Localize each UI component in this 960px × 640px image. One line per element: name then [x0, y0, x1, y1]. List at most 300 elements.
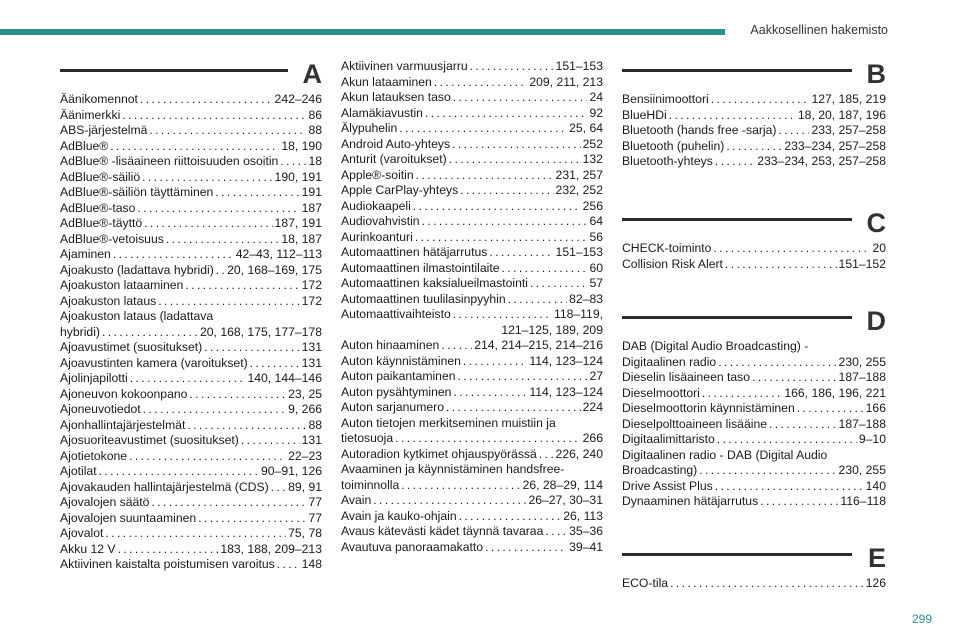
index-entry-row: [60, 263, 322, 279]
index-entry-row: [60, 356, 322, 372]
section-entries: [622, 92, 886, 170]
index-entry: [622, 123, 886, 139]
index-entry-pages: 26, 28–29, 114: [522, 477, 603, 492]
index-entry-text-line1: Ajoakuston lataus (ladattava: [60, 309, 214, 323]
index-entry-text: Akku 12 V: [60, 541, 116, 556]
dot-leader: [726, 139, 782, 155]
index-entry-pages: 118–119,: [553, 307, 603, 321]
index-entry: [60, 542, 322, 558]
index-entry-pages: 230, 255: [838, 463, 886, 477]
dot-leader: [452, 137, 581, 153]
index-entry-pages: 60: [589, 260, 603, 275]
index-entry-row: [341, 292, 603, 308]
index-entry-row: [60, 449, 322, 465]
dot-leader: [760, 494, 838, 510]
index-entry-text: Akun lataaminen: [341, 74, 432, 89]
section-letter: A: [302, 59, 322, 89]
index-entry: [60, 340, 322, 356]
index-entry-pages: 226, 240: [555, 446, 603, 461]
index-entry: [341, 199, 603, 215]
index-entry: [341, 493, 603, 509]
index-entry-text: Dieselmoottori: [622, 385, 700, 400]
index-entry-pages: 18, 190: [281, 138, 322, 153]
index-entry-text: Ajosuoriteavustimet (suositukset): [60, 433, 239, 447]
index-entry-text: Auton pysähtyminen: [341, 384, 452, 399]
index-entry-text: Ajotilat: [60, 464, 97, 478]
index-entry: [60, 154, 322, 170]
index-entry-row: [341, 90, 603, 106]
index-entry-row: [622, 463, 886, 479]
index-entry-pages: 114, 123–124: [529, 384, 603, 399]
dot-leader: [670, 576, 864, 592]
index-entry-row: [622, 494, 886, 510]
dot-leader: [778, 123, 809, 139]
index-entry: [341, 137, 603, 153]
index-entry-row: [341, 493, 603, 509]
dot-leader: [718, 355, 836, 371]
index-entry-pages: 190, 191: [274, 169, 322, 184]
index-entry-pages: 77: [308, 510, 322, 525]
index-entry-text: Ajovakauden hallintajärjestelmä (CDS): [60, 479, 269, 494]
index-entry-pages: 266: [582, 431, 603, 445]
index-entry-row: [341, 354, 603, 370]
index-entry-pages: 82–83: [569, 291, 603, 306]
index-entry-text: Automaattinen hätäjarrutus: [341, 245, 488, 259]
index-entry-pages: 252: [582, 136, 603, 151]
index-entry: [341, 106, 603, 122]
section-rule: [622, 316, 852, 319]
index-entry: [622, 139, 886, 155]
dot-leader: [413, 199, 581, 215]
index-entry-text: Ajotietokone: [60, 448, 128, 463]
index-entry-pages: 233, 257–258: [811, 123, 886, 137]
dot-leader: [151, 495, 306, 511]
index-entry-text: AdBlue®-vetoisuus: [60, 231, 164, 246]
index-entry-row: [60, 371, 322, 387]
index-entry-row: [60, 340, 322, 356]
index-entry: [60, 309, 322, 340]
index-entry: [341, 292, 603, 308]
dot-leader: [122, 108, 306, 124]
section-letter: E: [867, 543, 886, 573]
dot-leader: [216, 263, 225, 279]
index-entry-text: Auton käynnistäminen: [341, 353, 461, 368]
index-entry-row: [341, 106, 603, 122]
index-entry: [60, 232, 322, 248]
index-entry: [60, 511, 322, 527]
index-entry-text: Anturit (varoitukset): [341, 152, 447, 166]
section-letter: D: [866, 306, 886, 336]
index-entry: [341, 447, 603, 463]
dot-leader: [399, 121, 567, 137]
header-accent-bar: [0, 29, 725, 35]
index-entry-row: [622, 401, 886, 417]
index-entry-text: Dieselmoottorin käynnistäminen: [622, 401, 795, 415]
index-entry-text-line1: DAB (Digital Audio Broadcasting) -: [622, 339, 809, 353]
index-entry-text: Ajoneuvon kokoonpano: [60, 386, 188, 401]
index-entry-text: Automaattinen tuulilasinpyyhin: [341, 291, 506, 306]
section-heading: [622, 543, 886, 576]
index-entry-row: [341, 59, 603, 75]
index-entry: [341, 385, 603, 401]
index-entry-pages: 256: [582, 198, 603, 213]
index-entry-pages: 151–152: [838, 256, 886, 271]
index-entry-row: [60, 495, 322, 511]
index-entry: [60, 170, 322, 186]
index-entry-pages: 56: [589, 229, 603, 244]
dot-leader: [401, 478, 520, 494]
index-entry-pages: 39–41: [569, 539, 603, 554]
dot-leader: [143, 402, 286, 418]
dot-leader: [669, 108, 796, 124]
index-entry-text: BlueHDi: [622, 107, 667, 122]
index-entry-text: Bensiinimoottori: [622, 92, 709, 106]
index-entry-row: [622, 139, 886, 155]
index-entry-row: [60, 154, 322, 170]
dot-leader: [118, 542, 219, 558]
index-entry-text: tietosuoja: [341, 431, 394, 445]
index-entry-text: Apple®-soitin: [341, 167, 414, 182]
index-entry-text: Dieselin lisäaineen taso: [622, 370, 751, 384]
index-entry-row: [622, 417, 886, 433]
dot-leader: [453, 307, 552, 323]
index-entry: [622, 241, 886, 257]
index-entry: [341, 75, 603, 91]
index-entry-text: ECO-tila: [622, 576, 669, 590]
index-entry-pages: 172: [301, 278, 322, 292]
index-entry: [341, 400, 603, 416]
index-entry-text: Bluetooth (hands free -sarja): [622, 123, 777, 137]
index-entry: [341, 307, 603, 338]
index-entry-pages: 26–27, 30–31: [528, 493, 603, 507]
index-entry-text: Ajovalot: [60, 526, 104, 540]
index-entry-pages: 64: [589, 214, 603, 228]
index-entry: [60, 371, 322, 387]
index-entry-pages: 20: [872, 241, 886, 255]
index-entry-row: [60, 387, 322, 403]
dot-leader: [530, 276, 587, 292]
index-entry: [60, 402, 322, 418]
index-entry: [341, 276, 603, 292]
index-entry: [622, 448, 886, 479]
section-rule: [622, 218, 852, 221]
index-entry-text: Digitaalimittaristo: [622, 432, 715, 446]
index-entry-row: [341, 121, 603, 137]
index-entry: [341, 152, 603, 168]
index-entry: [622, 401, 886, 417]
dot-leader: [113, 247, 234, 263]
dot-leader: [105, 526, 286, 542]
index-entry: [60, 123, 322, 139]
index-entry-row: [622, 355, 886, 371]
section-heading: [622, 208, 886, 241]
index-entry-pages: 233–234, 253, 257–258: [757, 154, 886, 168]
index-entry-pages: 166, 186, 196, 221: [784, 385, 886, 400]
index-entry-text: Akun latauksen taso: [341, 90, 451, 104]
index-entry-text: Avain: [341, 493, 372, 507]
index-entry-pages: 187: [301, 200, 322, 215]
index-entry-text: Aurinkoanturi: [341, 229, 413, 244]
index-entry: [341, 540, 603, 556]
index-entry-pages: 230, 255: [838, 354, 886, 369]
index-entry-text: Ajoakuston lataaminen: [60, 278, 184, 292]
index-entry-pages: 57: [589, 276, 603, 290]
dot-leader: [187, 418, 306, 434]
dot-leader: [189, 387, 286, 403]
dot-leader: [373, 493, 526, 509]
index-entry-pages: 42–43, 112–113: [235, 247, 322, 261]
dot-leader: [711, 92, 810, 108]
index-entry-pages: 232, 252: [555, 183, 603, 197]
dot-leader: [425, 106, 587, 122]
index-entry-row: [341, 75, 603, 91]
index-entry-row: [341, 230, 603, 246]
dot-leader: [458, 369, 588, 385]
index-entry-row: [622, 154, 886, 170]
index-entry-row: [622, 108, 886, 124]
index-entry-row: [60, 557, 322, 573]
index-entry-row: [341, 385, 603, 401]
index-entry: [622, 432, 886, 448]
index-entry-text: AdBlue®: [60, 138, 109, 153]
index-entry-pages: 86: [308, 107, 322, 122]
index-entry: [60, 433, 322, 449]
index-entry-text-line1: Auton tietojen merkitseminen muistiin ja: [341, 415, 556, 430]
index-entry-text: Bluetooth (puhelin): [622, 138, 725, 153]
index-entry-text: Aktiivinen varmuusjarru: [341, 59, 468, 73]
index-entry-row: [341, 261, 603, 277]
index-entry: [60, 480, 322, 496]
index-entry-text: Audiovahvistin: [341, 214, 420, 228]
index-entry-pages: 140: [865, 478, 886, 493]
dot-leader: [142, 170, 272, 186]
index-entry-row: [60, 294, 322, 310]
index-entry-text: AdBlue®-säiliön täyttäminen: [60, 185, 214, 199]
index-entry: [60, 526, 322, 542]
index-entry: [60, 108, 322, 124]
index-section: [622, 543, 886, 592]
index-entry: [60, 263, 322, 279]
dot-leader: [149, 123, 306, 139]
dot-leader: [271, 480, 286, 496]
index-entry-row: [60, 123, 322, 139]
index-entry-text: AdBlue®-säiliö: [60, 169, 141, 184]
dot-leader: [110, 139, 279, 155]
index-entry: [341, 168, 603, 184]
section-heading: [622, 59, 886, 92]
index-entry-text: Auton sarjanumero: [341, 400, 444, 414]
index-entry: [341, 90, 603, 106]
index-entry-text-line1: Avaaminen ja käynnistäminen handsfree-: [341, 462, 565, 476]
index-entry-text: Ajovalojen säätö: [60, 495, 150, 509]
index-entry-text: Avain ja kauko-ohjain: [341, 508, 457, 523]
index-entry: [60, 247, 322, 263]
index-entry-text: Ajoavustimet (suositukset): [60, 340, 203, 354]
dot-leader: [502, 261, 588, 277]
index-entry-text: Android Auto-yhteys: [341, 136, 451, 151]
dot-leader: [453, 90, 588, 106]
index-entry-pages: 209, 211, 213: [529, 74, 603, 89]
index-entry-row: [60, 433, 322, 449]
index-entry-row: [341, 214, 603, 230]
dot-leader: [508, 292, 567, 308]
index-entry-pages: 88: [308, 123, 322, 137]
index-entry-row: [60, 325, 322, 341]
index-section: [622, 59, 886, 170]
index-entry-row: [60, 108, 322, 124]
dot-leader: [702, 386, 782, 402]
index-entry-pages: 90–91, 126: [261, 464, 322, 478]
dot-leader: [215, 185, 299, 201]
index-entry-pages: 148: [301, 557, 322, 571]
index-entry-pages: 18, 20, 187, 196: [797, 107, 886, 122]
index-entry-row: [341, 245, 603, 261]
index-entry: [341, 416, 603, 447]
index-entry-pages: 92: [589, 105, 603, 120]
index-entry: [60, 418, 322, 434]
index-entry-row: [341, 447, 603, 463]
index-entry: [622, 370, 886, 386]
index-entry-pages: 114, 123–124: [529, 353, 603, 368]
index-entry-text: hybridi): [60, 324, 100, 339]
dot-leader: [99, 464, 259, 480]
index-entry: [622, 92, 886, 108]
index-entry-text: Ajoakuston lataus: [60, 293, 157, 308]
section-heading: [60, 59, 322, 92]
index-section: [60, 59, 322, 573]
index-entry: [622, 494, 886, 510]
dot-leader: [416, 168, 554, 184]
index-entry: [60, 387, 322, 403]
index-entry-pages: 18, 187: [281, 231, 322, 246]
index-entry-text: Audiokaapeli: [341, 198, 411, 213]
index-entry: [622, 257, 886, 273]
index-entry-row: [622, 432, 886, 448]
index-entry-text: ABS-järjestelmä: [60, 123, 148, 137]
index-entry-pages: 75, 78: [288, 526, 322, 540]
index-entry-row: [60, 278, 322, 294]
section-entries: [60, 92, 322, 573]
index-entry-row: [60, 216, 322, 232]
index-entry-pages: 89, 91: [288, 479, 322, 494]
dot-leader: [446, 400, 581, 416]
index-entry-pages: 214, 214–215, 214–216: [474, 338, 603, 352]
index-entry-text: Alamäkiavustin: [341, 105, 423, 120]
index-entry: [341, 509, 603, 525]
index-entry-text: Ajolinjapilotti: [60, 371, 128, 385]
section-entries: [622, 339, 886, 510]
index-entry-row: [341, 509, 603, 525]
index-entry-text: Apple CarPlay-yhteys: [341, 183, 459, 197]
index-entry-pages: 172: [301, 293, 322, 308]
index-entry-row: [341, 168, 603, 184]
index-entry-row: [341, 540, 603, 556]
index-entry-text: Ajoakusto (ladattava hybridi): [60, 262, 214, 277]
section-letter: C: [866, 208, 886, 238]
index-section-continued: [341, 59, 603, 555]
index-section: [622, 208, 886, 272]
index-entry-text: Automaattivaihteisto: [341, 307, 451, 321]
dot-leader: [715, 479, 864, 495]
index-entry-text: Collision Risk Alert: [622, 256, 723, 271]
index-entry-pages: 187, 191: [274, 216, 322, 230]
index-entry-text: Ajonhallintajärjestelmät: [60, 417, 186, 432]
index-entry: [341, 59, 603, 75]
index-entry-row: [60, 92, 322, 108]
index-entry-text: Ajovalojen suuntaaminen: [60, 510, 197, 525]
index-entry-text: Äänikomennot: [60, 92, 138, 106]
index-section: [622, 306, 886, 510]
index-entry: [341, 245, 603, 261]
index-entry: [341, 369, 603, 385]
index-entry-row: [622, 576, 886, 592]
index-entry-text: Bluetooth-yhteys: [622, 154, 713, 168]
index-entry-row: [60, 247, 322, 263]
index-entry-row: [622, 123, 886, 139]
index-entry-text: Broadcasting): [622, 463, 698, 477]
index-entry-row: [60, 201, 322, 217]
index-entry-pages: 233–234, 257–258: [784, 138, 886, 153]
dot-leader: [460, 183, 553, 199]
index-entry-row: [341, 400, 603, 416]
dot-leader: [204, 340, 299, 356]
index-entry-pages: 23, 25: [288, 386, 322, 401]
page-header-title: Aakkosellinen hakemisto: [750, 23, 888, 37]
index-entry-text: toiminnolla: [341, 477, 400, 492]
index-entry-pages: 191: [301, 185, 322, 199]
index-entry-text: Autoradion kytkimet ohjauspyörässä: [341, 446, 537, 461]
index-entry: [60, 201, 322, 217]
index-entry-pages: 88: [308, 417, 322, 432]
dot-leader: [545, 524, 567, 540]
index-entry-row: [60, 418, 322, 434]
index-entry-text: Ajaminen: [60, 247, 111, 261]
index-entry-pages: 18: [308, 154, 322, 168]
index-entry: [622, 108, 886, 124]
index-entry: [622, 479, 886, 495]
index-entry-row: [341, 478, 603, 494]
index-entry-pages: 151–153: [555, 59, 603, 73]
index-entry-pages: 231, 257: [555, 167, 603, 182]
dot-leader: [280, 154, 306, 170]
index-entry-pages: 151–153: [555, 245, 603, 259]
index-entry-text: Drive Assist Plus: [622, 478, 713, 493]
section-rule: [622, 69, 852, 72]
index-entry-pages: 35–36: [569, 524, 603, 538]
index-entry-pages: 25, 64: [569, 121, 603, 135]
dot-leader: [422, 214, 588, 230]
index-entry-row: [341, 338, 603, 354]
dot-leader: [717, 432, 857, 448]
dot-leader: [395, 431, 580, 447]
dot-leader: [485, 540, 567, 556]
section-rule: [60, 69, 288, 72]
index-entry-text: Ajoavustinten kamera (varoitukset): [60, 355, 248, 370]
index-entry-pages: 9, 266: [288, 402, 322, 416]
dot-leader: [166, 232, 280, 248]
dot-leader: [434, 75, 528, 91]
index-entry: [341, 462, 603, 493]
index-entry-text: AdBlue® -lisäaineen riittoisuuden osoitin: [60, 154, 279, 168]
dot-leader: [129, 449, 286, 465]
section-entries: [622, 576, 886, 592]
dot-leader: [463, 354, 527, 370]
index-entry-pages: 20, 168–169, 175: [227, 262, 322, 277]
index-entry-row: [622, 386, 886, 402]
index-entry-row: [341, 137, 603, 153]
index-entry-text: AdBlue®-taso: [60, 200, 136, 215]
index-entry-pages: 242–246: [274, 92, 322, 106]
